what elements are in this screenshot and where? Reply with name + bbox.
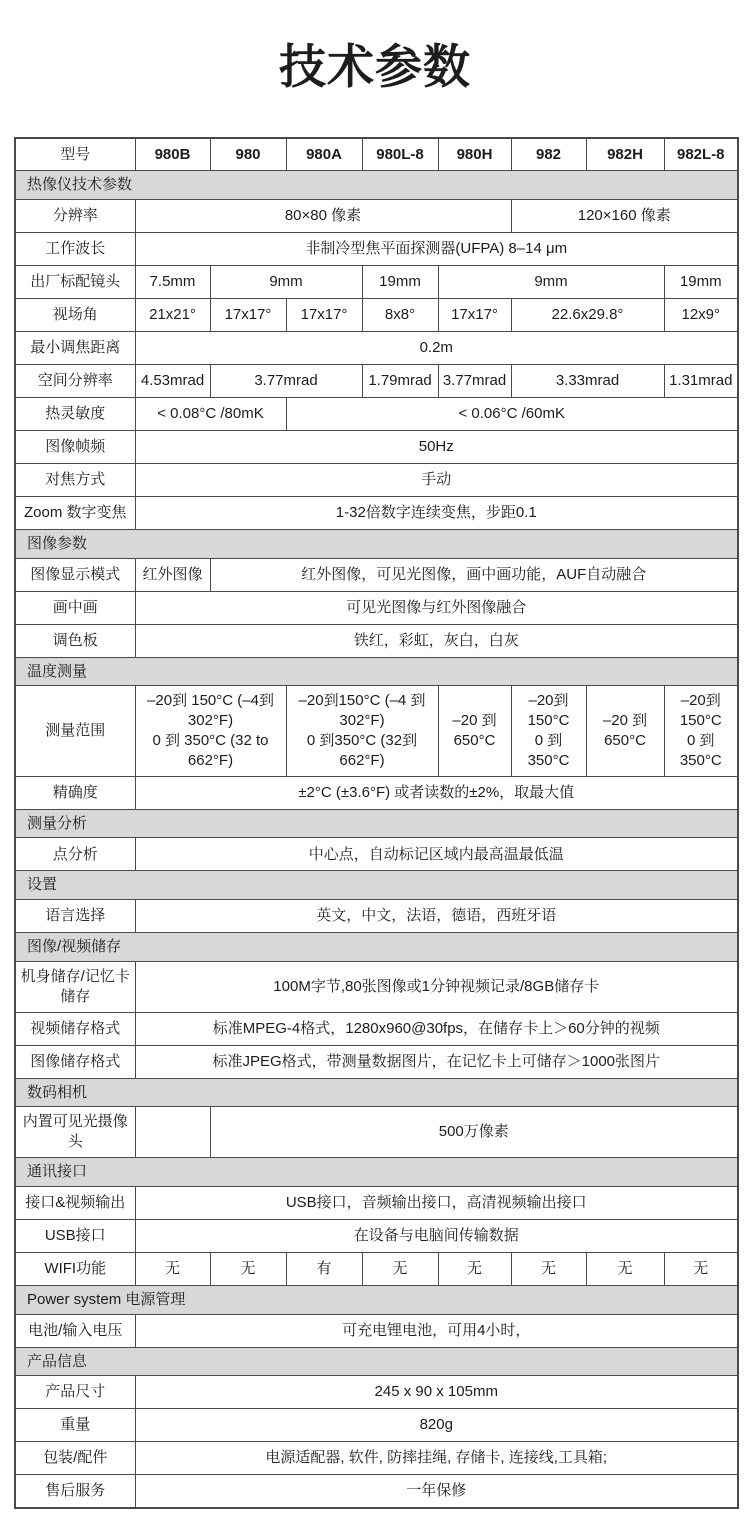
spec-value: < 0.06°C /60mK bbox=[286, 397, 738, 430]
model-name: 980 bbox=[210, 138, 286, 171]
section-row bbox=[15, 529, 738, 558]
row-label: 画中画 bbox=[15, 591, 135, 624]
spec-row bbox=[15, 1012, 738, 1045]
spec-value: 1.79mrad bbox=[362, 364, 438, 397]
row-label: 机身储存/记忆卡储存 bbox=[15, 962, 135, 1013]
spec-value: 12x9° bbox=[664, 298, 738, 331]
spec-value: 19mm bbox=[664, 265, 738, 298]
row-label: 接口&视频输出 bbox=[15, 1186, 135, 1219]
row-label: 出厂标配镜头 bbox=[15, 265, 135, 298]
spec-row bbox=[15, 1409, 738, 1442]
spec-sheet-page bbox=[0, 40, 750, 1509]
spec-row bbox=[15, 1045, 738, 1078]
section-title: 设置 bbox=[15, 871, 738, 900]
spec-row bbox=[15, 397, 738, 430]
section-row bbox=[15, 1347, 738, 1376]
spec-value: 红外图像 bbox=[135, 558, 210, 591]
spec-value: 可见光图像与红外图像融合 bbox=[135, 591, 738, 624]
section-row bbox=[15, 809, 738, 838]
spec-value: 7.5mm bbox=[135, 265, 210, 298]
spec-value: 22.6x29.8° bbox=[511, 298, 664, 331]
spec-row bbox=[15, 624, 738, 657]
spec-row bbox=[15, 1475, 738, 1509]
section-row bbox=[15, 933, 738, 962]
spec-value: 100M字节,80张图像或1分钟视频记录/8GB储存卡 bbox=[135, 962, 738, 1013]
row-label: 重量 bbox=[15, 1409, 135, 1442]
spec-value: 非制冷型焦平面探测器(UFPA) 8–14 μm bbox=[135, 232, 738, 265]
spec-value: –20 到650°C bbox=[438, 686, 511, 776]
row-label: 调色板 bbox=[15, 624, 135, 657]
row-label: 产品尺寸 bbox=[15, 1376, 135, 1409]
model-name: 982L-8 bbox=[664, 138, 738, 171]
spec-row bbox=[15, 463, 738, 496]
spec-value: 4.53mrad bbox=[135, 364, 210, 397]
section-row bbox=[15, 1158, 738, 1187]
model-name: 980B bbox=[135, 138, 210, 171]
section-row bbox=[15, 171, 738, 200]
spec-value: –20到 150°C (–4到302°F) 0 到 350°C (32 to 662°F) bbox=[135, 686, 286, 776]
spec-row bbox=[15, 331, 738, 364]
row-label: 点分析 bbox=[15, 838, 135, 871]
spec-row bbox=[15, 838, 738, 871]
spec-value: 电源适配器, 软件, 防摔挂绳, 存储卡, 连接线,工具箱; bbox=[135, 1442, 738, 1475]
section-title: 图像参数 bbox=[15, 529, 738, 558]
spec-table bbox=[14, 137, 739, 1509]
section-row bbox=[15, 657, 738, 686]
spec-value: 中心点，自动标记区域内最高温最低温 bbox=[135, 838, 738, 871]
section-title: 通讯接口 bbox=[15, 1158, 738, 1187]
row-label: 精确度 bbox=[15, 776, 135, 809]
section-row bbox=[15, 1078, 738, 1107]
spec-value: 手动 bbox=[135, 463, 738, 496]
row-label: 工作波长 bbox=[15, 232, 135, 265]
model-header-row bbox=[15, 138, 738, 171]
spec-value: 无 bbox=[438, 1252, 511, 1285]
spec-value: 3.33mrad bbox=[511, 364, 664, 397]
row-label: 分辨率 bbox=[15, 199, 135, 232]
spec-value: 17x17° bbox=[438, 298, 511, 331]
spec-row bbox=[15, 265, 738, 298]
spec-value: 19mm bbox=[362, 265, 438, 298]
spec-value: 120×160 像素 bbox=[511, 199, 738, 232]
spec-value: 标准JPEG格式，带测量数据图片，在记忆卡上可储存＞1000张图片 bbox=[135, 1045, 738, 1078]
spec-value: USB接口，音频输出接口，高清视频输出接口 bbox=[135, 1186, 738, 1219]
row-label: 热灵敏度 bbox=[15, 397, 135, 430]
spec-value: 9mm bbox=[210, 265, 362, 298]
section-row bbox=[15, 871, 738, 900]
spec-row bbox=[15, 900, 738, 933]
model-name: 982H bbox=[586, 138, 664, 171]
spec-value: 无 bbox=[362, 1252, 438, 1285]
spec-row bbox=[15, 298, 738, 331]
spec-value: 8x8° bbox=[362, 298, 438, 331]
row-label: 包装/配件 bbox=[15, 1442, 135, 1475]
spec-value: 21x21° bbox=[135, 298, 210, 331]
spec-value: 在设备与电脑间传输数据 bbox=[135, 1219, 738, 1252]
spec-row bbox=[15, 1442, 738, 1475]
spec-value: 无 bbox=[664, 1252, 738, 1285]
spec-value: 铁红，彩虹，灰白，白灰 bbox=[135, 624, 738, 657]
section-title: 数码相机 bbox=[15, 1078, 738, 1107]
row-label: 空间分辨率 bbox=[15, 364, 135, 397]
spec-value: 无 bbox=[586, 1252, 664, 1285]
spec-row bbox=[15, 1219, 738, 1252]
row-label: USB接口 bbox=[15, 1219, 135, 1252]
row-label: WIFI功能 bbox=[15, 1252, 135, 1285]
row-label: 视频储存格式 bbox=[15, 1012, 135, 1045]
row-label: 对焦方式 bbox=[15, 463, 135, 496]
spec-row bbox=[15, 496, 738, 529]
spec-value: 英文，中文，法语，德语，西班牙语 bbox=[135, 900, 738, 933]
spec-row bbox=[15, 1186, 738, 1219]
spec-value: 一年保修 bbox=[135, 1475, 738, 1509]
spec-row bbox=[15, 364, 738, 397]
row-label: 电池/输入电压 bbox=[15, 1314, 135, 1347]
spec-row bbox=[15, 1107, 738, 1158]
section-title: Power system 电源管理 bbox=[15, 1285, 738, 1314]
spec-value: 无 bbox=[135, 1252, 210, 1285]
spec-value: 3.77mrad bbox=[210, 364, 362, 397]
spec-value: 3.77mrad bbox=[438, 364, 511, 397]
section-title: 图像/视频储存 bbox=[15, 933, 738, 962]
spec-value: 标准MPEG-4格式，1280x960@30fps，在储存卡上＞60分钟的视频 bbox=[135, 1012, 738, 1045]
spec-row bbox=[15, 1314, 738, 1347]
row-label: 图像显示模式 bbox=[15, 558, 135, 591]
row-label: 视场角 bbox=[15, 298, 135, 331]
spec-row bbox=[15, 686, 738, 776]
spec-value: 17x17° bbox=[286, 298, 362, 331]
section-title: 产品信息 bbox=[15, 1347, 738, 1376]
spec-value: 无 bbox=[511, 1252, 586, 1285]
model-name: 980L-8 bbox=[362, 138, 438, 171]
row-label: 图像储存格式 bbox=[15, 1045, 135, 1078]
row-label: 内置可见光摄像头 bbox=[15, 1107, 135, 1158]
section-title: 热像仪技术参数 bbox=[15, 171, 738, 200]
section-title: 温度测量 bbox=[15, 657, 738, 686]
spec-value: 无 bbox=[210, 1252, 286, 1285]
spec-value: 50Hz bbox=[135, 430, 738, 463]
spec-value: 17x17° bbox=[210, 298, 286, 331]
spec-value: 1.31mrad bbox=[664, 364, 738, 397]
section-row bbox=[15, 1285, 738, 1314]
spec-table-body bbox=[15, 138, 738, 1508]
spec-value: 1-32倍数字连续变焦，步距0.1 bbox=[135, 496, 738, 529]
model-name: 982 bbox=[511, 138, 586, 171]
spec-row bbox=[15, 1252, 738, 1285]
model-name: 980A bbox=[286, 138, 362, 171]
page-title: 技术参数 bbox=[279, 40, 471, 93]
spec-value: 820g bbox=[135, 1409, 738, 1442]
spec-value: –20到150°C 0 到350°C bbox=[664, 686, 738, 776]
spec-row bbox=[15, 962, 738, 1013]
spec-value: –20 到650°C bbox=[586, 686, 664, 776]
spec-row bbox=[15, 558, 738, 591]
spec-value: 9mm bbox=[438, 265, 664, 298]
spec-row bbox=[15, 591, 738, 624]
spec-value: 可充电锂电池，可用4小时， bbox=[135, 1314, 738, 1347]
row-label: 最小调焦距离 bbox=[15, 331, 135, 364]
spec-value: 红外图像，可见光图像，画中画功能，AUF自动融合 bbox=[210, 558, 738, 591]
spec-row bbox=[15, 232, 738, 265]
spec-value: 80×80 像素 bbox=[135, 199, 511, 232]
row-label: 测量范围 bbox=[15, 686, 135, 776]
spec-row bbox=[15, 199, 738, 232]
spec-value: 0.2m bbox=[135, 331, 738, 364]
spec-value: 有 bbox=[286, 1252, 362, 1285]
model-name: 980H bbox=[438, 138, 511, 171]
row-label: 售后服务 bbox=[15, 1475, 135, 1509]
row-label: 语言选择 bbox=[15, 900, 135, 933]
row-label: Zoom 数字变焦 bbox=[15, 496, 135, 529]
row-label: 图像帧频 bbox=[15, 430, 135, 463]
spec-row bbox=[15, 1376, 738, 1409]
spec-value: 245 x 90 x 105mm bbox=[135, 1376, 738, 1409]
spec-row bbox=[15, 430, 738, 463]
spec-value: < 0.08°C /80mK bbox=[135, 397, 286, 430]
section-title: 测量分析 bbox=[15, 809, 738, 838]
row-label: 型号 bbox=[15, 138, 135, 171]
spec-value: –20到150°C 0 到350°C bbox=[511, 686, 586, 776]
spec-row bbox=[15, 776, 738, 809]
spec-value: ±2°C (±3.6°F) 或者读数的±2%，取最大值 bbox=[135, 776, 738, 809]
spec-value bbox=[135, 1107, 210, 1158]
spec-value: 500万像素 bbox=[210, 1107, 738, 1158]
spec-value: –20到150°C (–4 到 302°F) 0 到350°C (32到 662°F) bbox=[286, 686, 438, 776]
